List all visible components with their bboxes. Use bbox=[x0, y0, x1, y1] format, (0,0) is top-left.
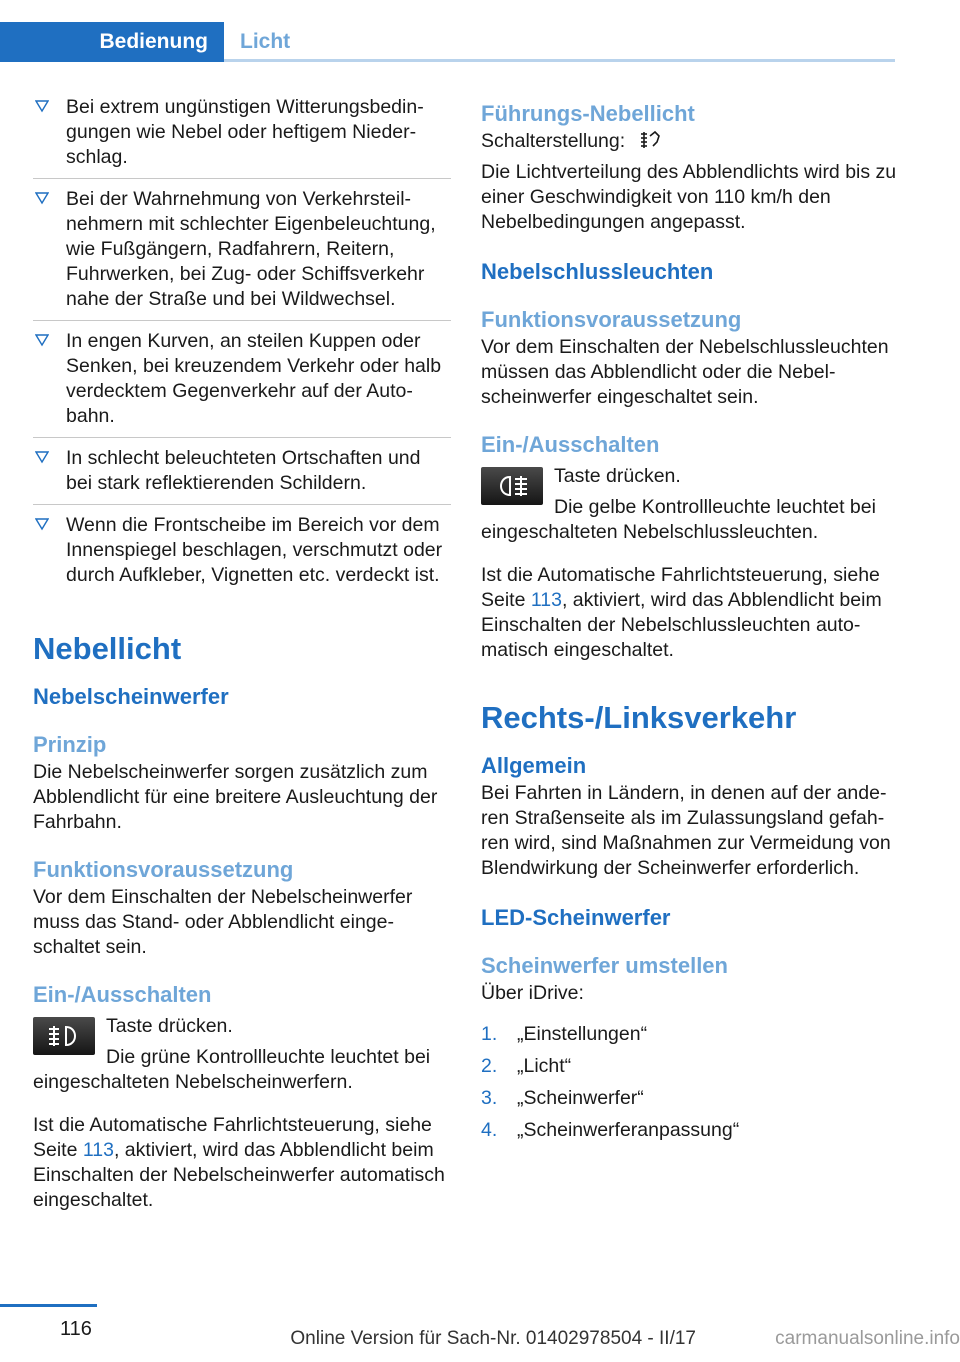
list-item bbox=[33, 187, 451, 321]
schalter-label: Schalterstellung: bbox=[481, 130, 626, 152]
page-link-2[interactable]: 113 bbox=[530, 589, 562, 611]
list-item bbox=[33, 329, 451, 438]
online-version-text: Online Version für Sach-Nr. 01402978504 - II/17 bbox=[290, 1328, 696, 1349]
auto-text-2 bbox=[481, 563, 899, 663]
triangle-bullet-icon bbox=[35, 191, 49, 205]
list-item bbox=[481, 1054, 899, 1079]
step-number: 3. bbox=[481, 1087, 498, 1109]
list-item bbox=[481, 1086, 899, 1111]
triangle-bullet-icon bbox=[35, 333, 49, 347]
header-tabbar bbox=[0, 0, 895, 62]
watermark: carmanualsonline.info bbox=[775, 1328, 960, 1349]
footer-rule bbox=[0, 1304, 97, 1307]
list-item bbox=[33, 446, 451, 505]
fuehrung-text: Die Lichtverteilung des Abblendlichts wird bis zu einer Geschwindigkeit von 110 km/h den Nebelbedingungen angepasst. bbox=[481, 161, 897, 233]
heading-funktionsvoraussetzung: Funktionsvoraussetzung bbox=[33, 857, 294, 882]
bullet-list bbox=[33, 95, 451, 596]
page-number: 116 bbox=[60, 1318, 92, 1340]
kontroll-text: Die grüne Kontrollleuchte leuchtet bei eingeschalteten Nebelscheinwerfern. bbox=[33, 1046, 431, 1093]
steps-list bbox=[481, 1022, 899, 1143]
switch-block bbox=[33, 1014, 451, 1095]
triangle-bullet-icon bbox=[35, 450, 49, 464]
fog-light-button-icon bbox=[33, 1017, 95, 1055]
funktion-text: Vor dem Einschalten der Nebelscheinwerfer muss das Stand- oder Abblendlicht eingeschaltet sein. bbox=[33, 886, 413, 958]
right-column bbox=[481, 95, 899, 1150]
taste-text: Taste drücken. bbox=[106, 1015, 233, 1037]
fog-guide-icon bbox=[637, 130, 663, 150]
step-number: 1. bbox=[481, 1023, 498, 1045]
bullet-text: In engen Kurven, an steilen Kuppen oder Senken, bei kreuzendem Verkehr oder halb verdecktem Gegenverkehr auf der Autobahn. bbox=[66, 330, 442, 427]
heading-nebellicht: Nebellicht bbox=[33, 631, 182, 666]
heading-funktionsvoraussetzung-2: Funktionsvoraussetzung bbox=[481, 307, 742, 332]
triangle-bullet-icon bbox=[35, 517, 49, 531]
step-text: „Scheinwerfer“ bbox=[517, 1087, 644, 1109]
step-text: „Einstellungen“ bbox=[517, 1023, 648, 1045]
tab-licht[interactable]: Licht bbox=[240, 30, 291, 53]
step-number: 4. bbox=[481, 1119, 498, 1141]
heading-led-scheinwerfer: LED-Scheinwerfer bbox=[481, 905, 671, 930]
list-item bbox=[33, 95, 451, 179]
tab-bedienung[interactable]: Bedienung bbox=[0, 22, 224, 62]
auto-text-after: , aktiviert, wird das Abblendlicht beim Einschalten der Nebelscheinwerfer automatisch eingeschaltet. bbox=[33, 1139, 445, 1211]
heading-nebelschlussleuchten: Nebelschlussleuchten bbox=[481, 259, 714, 284]
prinzip-text: Die Nebelscheinwerfer sorgen zusätzlich zum Abblendlicht für eine breitere Ausleuchtung der Fahrbahn. bbox=[33, 761, 438, 833]
heading-allgemein: Allgemein bbox=[481, 753, 587, 778]
allgemein-text: Bei Fahrten in Ländern, in denen auf der anderen Straßenseite als im Zulassungsland gefahren wird, sind Maßnahmen zur Vermeidung von Blendwirkung der Scheinwerfer erforderlich. bbox=[481, 782, 891, 879]
bullet-text: In schlecht beleuchteten Ortschaften und bei stark reflektierenden Schildern. bbox=[66, 447, 421, 494]
header-rule bbox=[224, 59, 895, 62]
heading-prinzip: Prinzip bbox=[33, 732, 107, 757]
list-item bbox=[33, 513, 451, 596]
kontroll-text-2: Die gelbe Kontrollleuchte leuchtet bei eingeschalteten Nebelschlussleuchten. bbox=[481, 496, 876, 543]
auto-text-after-2: , aktiviert, wird das Abblendlicht beim Einschalten der Nebelschlussleuchten automatisch eingeschaltet. bbox=[481, 589, 882, 661]
taste-text-2: Taste drücken. bbox=[554, 465, 681, 487]
page-link[interactable]: 113 bbox=[82, 1139, 114, 1161]
bullet-text: Bei der Wahrnehmung von Verkehrsteilnehmern mit schlechter Eigenbeleuchtung, wie Fußgängern, Radfahrern, Reitern, Fuhrwerken, bei Zug- oder Schiffsverkehr nahe der Straße und bei Wildwechsel. bbox=[66, 188, 436, 310]
idrive-text: Über iDrive: bbox=[481, 982, 584, 1004]
step-text: „Scheinwerferanpassung“ bbox=[517, 1119, 740, 1141]
triangle-bullet-icon bbox=[35, 99, 49, 113]
auto-text-before-2: Ist die Automatische Fahrlichtsteuerung, siehe Seite bbox=[481, 564, 880, 611]
switch-block-2 bbox=[481, 464, 899, 545]
heading-ein-ausschalten: Ein-/Ausschalten bbox=[33, 982, 212, 1007]
bullet-text: Bei extrem ungünstigen Witterungsbedingungen wie Nebel oder heftigem Niederschlag. bbox=[66, 96, 424, 168]
rear-fog-light-button-icon bbox=[481, 467, 543, 505]
auto-text-before: Ist die Automatische Fahrlichtsteuerung, siehe Seite bbox=[33, 1114, 432, 1161]
auto-text bbox=[33, 1113, 451, 1213]
schalter-text bbox=[481, 129, 899, 154]
step-text: „Licht“ bbox=[517, 1055, 572, 1077]
list-item bbox=[481, 1022, 899, 1047]
bullet-text: Wenn die Frontscheibe im Bereich vor dem Innenspiegel beschlagen, verschmutzt oder durch Aufkleber, Vignetten etc. verdeckt ist. bbox=[66, 514, 443, 586]
list-item bbox=[481, 1118, 899, 1143]
heading-ein-ausschalten-2: Ein-/Ausschalten bbox=[481, 432, 660, 457]
heading-rechts-linksverkehr: Rechts-/Linksverkehr bbox=[481, 700, 797, 735]
left-column bbox=[33, 95, 451, 1213]
heading-scheinwerfer-umstellen: Scheinwerfer umstellen bbox=[481, 953, 728, 978]
heading-nebelscheinwerfer: Nebelscheinwerfer bbox=[33, 684, 229, 709]
heading-fuehrungs-nebellicht: Führungs-Nebellicht bbox=[481, 101, 695, 126]
funktion-text-2: Vor dem Einschalten der Nebelschlussleuchten müssen das Abblendlicht oder die Nebelscheinwerfer eingeschaltet sein. bbox=[481, 336, 889, 408]
step-number: 2. bbox=[481, 1055, 498, 1077]
